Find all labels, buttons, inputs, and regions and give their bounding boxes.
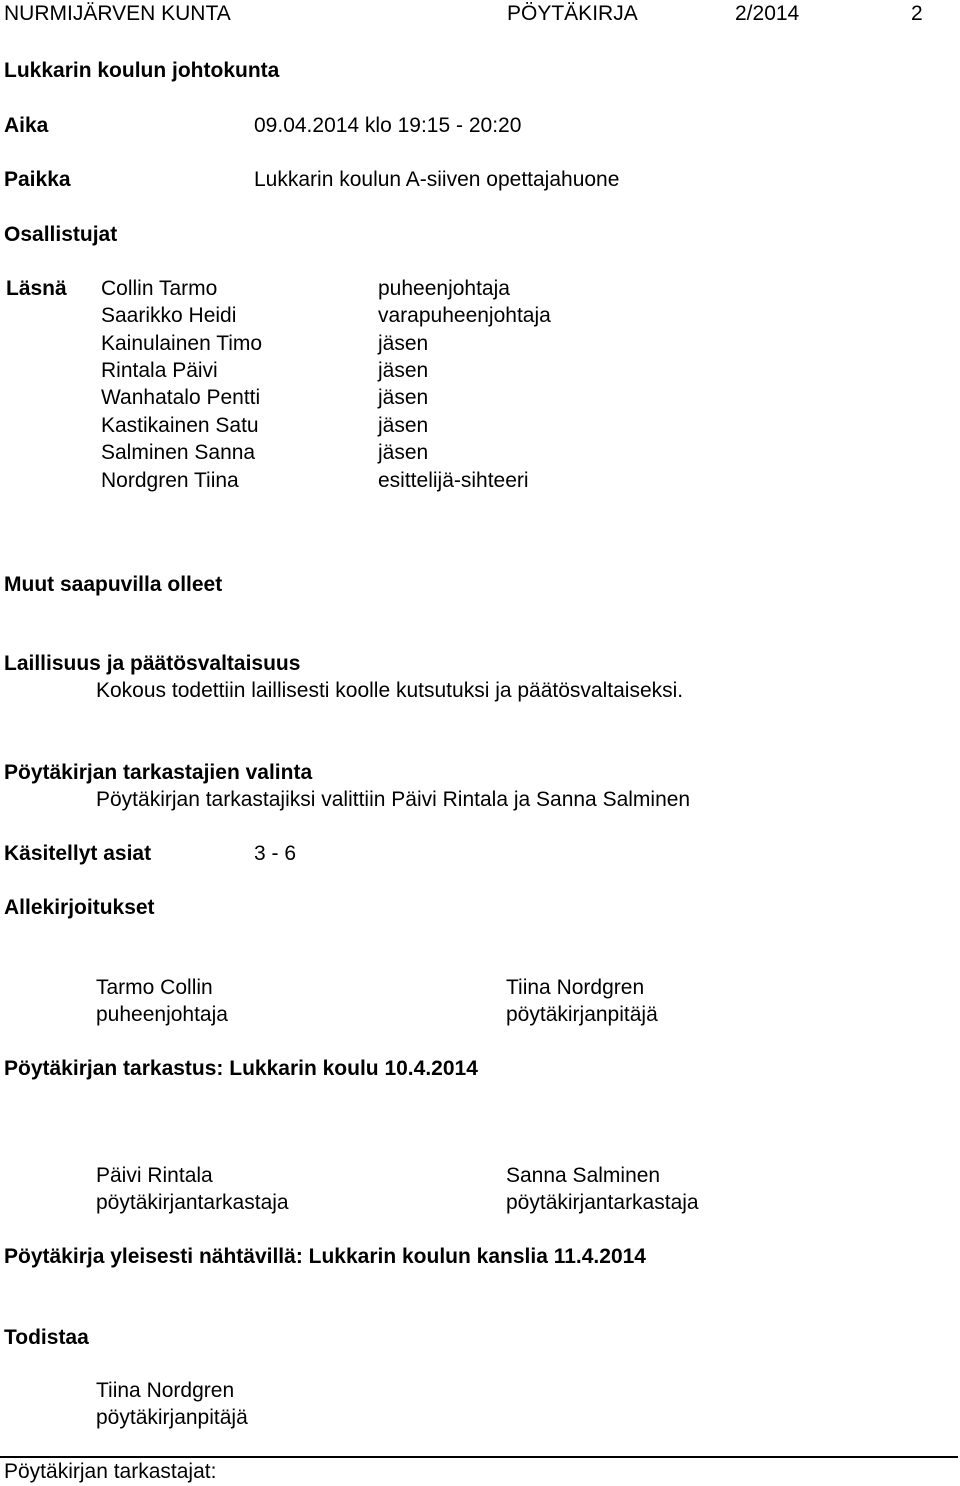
member-name: Saarikko Heidi [101,304,237,327]
signature-right-role: pöytäkirjanpitäjä [506,1003,658,1026]
body-title: Lukkarin koulun johtokunta [4,59,280,82]
header-page-number: 2 [911,2,923,25]
signatures-heading: Allekirjoitukset [4,896,155,919]
public-line: Pöytäkirja yleisesti nähtävillä: Lukkarin koulun kanslia 11.4.2014 [4,1245,646,1268]
place-value: Lukkarin koulun A-siiven opettajahuone [254,168,620,191]
certify-role: pöytäkirjanpitäjä [96,1406,248,1429]
legality-heading: Laillisuus ja päätösvaltaisuus [4,652,301,675]
signature-left-name: Tarmo Collin [96,976,213,999]
participants-heading: Osallistujat [4,223,118,246]
review-left-role: pöytäkirjantarkastaja [96,1191,289,1214]
reviewers-heading: Pöytäkirjan tarkastajien valinta [4,761,313,784]
review-right-role: pöytäkirjantarkastaja [506,1191,699,1214]
member-name: Kastikainen Satu [101,414,259,437]
time-value: 09.04.2014 klo 19:15 - 20:20 [254,114,522,137]
certify-heading: Todistaa [4,1326,89,1349]
member-role: jäsen [378,441,429,464]
member-role: esittelijä-sihteeri [378,469,529,492]
handled-label: Käsitellyt asiat [4,842,152,865]
member-role: varapuheenjohtaja [378,304,551,327]
member-name: Wanhatalo Pentti [101,386,261,409]
signature-left-role: puheenjohtaja [96,1003,228,1026]
review-line: Pöytäkirjan tarkastus: Lukkarin koulu 10.4.2014 [4,1057,478,1080]
review-left-name: Päivi Rintala [96,1164,213,1187]
member-role: jäsen [378,414,429,437]
member-role: jäsen [378,332,429,355]
header-municipality: NURMIJÄRVEN KUNTA [4,2,231,25]
member-name: Rintala Päivi [101,359,218,382]
header-doc-type: PÖYTÄKIRJA [507,2,638,25]
header-doc-number: 2/2014 [735,2,800,25]
time-label: Aika [4,114,49,137]
member-name: Kainulainen Timo [101,332,263,355]
others-heading: Muut saapuvilla olleet [4,573,223,596]
place-label: Paikka [4,168,71,191]
signature-right-name: Tiina Nordgren [506,976,645,999]
member-name: Salminen Sanna [101,441,256,464]
review-right-name: Sanna Salminen [506,1164,661,1187]
legality-text: Kokous todettiin laillisesti koolle kutsutuksi ja päätösvaltaiseksi. [96,679,684,702]
certify-name: Tiina Nordgren [96,1379,235,1402]
reviewers-text: Pöytäkirjan tarkastajiksi valittiin Päivi Rintala ja Sanna Salminen [96,788,691,811]
footer-text: Pöytäkirjan tarkastajat: [4,1460,217,1483]
member-name: Nordgren Tiina [101,469,239,492]
member-role: puheenjohtaja [378,277,510,300]
member-role: jäsen [378,359,429,382]
present-label: Läsnä [6,277,67,300]
member-role: jäsen [378,386,429,409]
member-name: Collin Tarmo [101,277,218,300]
handled-value: 3 - 6 [254,842,297,865]
